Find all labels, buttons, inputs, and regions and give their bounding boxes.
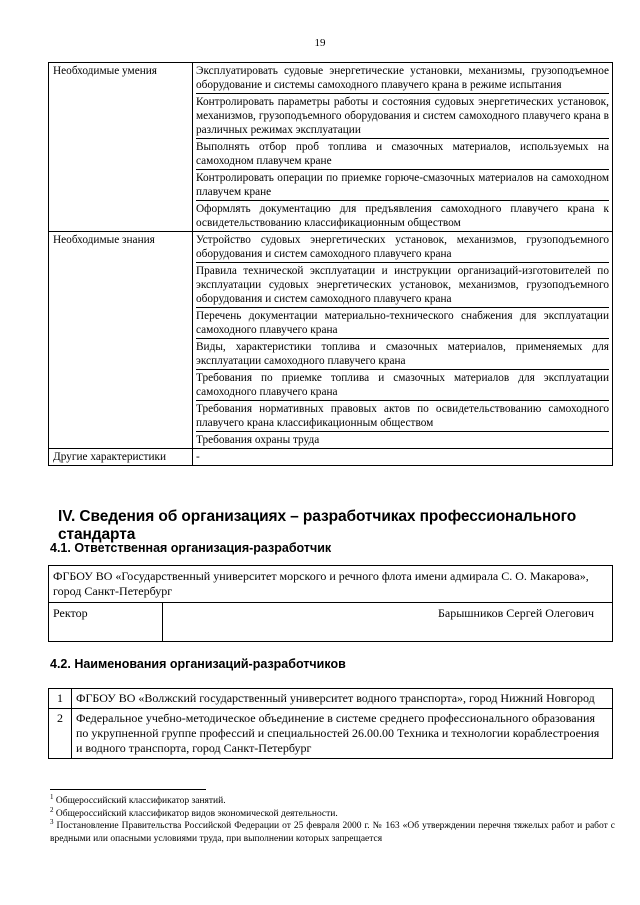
developer-name: ФГБОУ ВО «Волжский государственный университет водного транспорта», город Нижний Новгород xyxy=(72,689,613,709)
other-value: - xyxy=(193,449,613,466)
page-number: 19 xyxy=(314,37,326,49)
subsection-4-1-heading: 4.1. Ответственная организация-разработчик xyxy=(50,541,332,555)
developer-name: Федеральное учебно-методическое объединение в системе среднего профессионального образования по укрупненной группе профессий и специальностей 26.00.00 Техника и технологии кораблестроения и водного транспорта, город Санкт-Петербург xyxy=(72,709,613,759)
responsible-org-table xyxy=(48,565,613,642)
knowledge-label: Необходимые знания xyxy=(49,232,193,449)
knowledge-item: Требования нормативных правовых актов по освидетельствованию самоходного плавучего крана классификационным обществом xyxy=(196,400,609,431)
footnote-mark: 1 xyxy=(50,792,54,801)
footnote xyxy=(50,792,615,808)
other-row xyxy=(49,449,613,466)
skill-item: Контролировать параметры работы и состояния судовых энергетических установок, механизмов, грузоподъемного оборудования и систем самоходного плавучего крана в различных режимах эксплуатации xyxy=(196,93,609,138)
knowledge-item: Требования охраны труда xyxy=(196,431,609,448)
knowledge-item: Перечень документации материально-технического снабжения для эксплуатации самоходного плавучего крана xyxy=(196,307,609,338)
skill-item: Выполнять отбор проб топлива и смазочных материалов, используемых на самоходном плавучем кране xyxy=(196,138,609,169)
section-iv-heading: IV. Сведения об организациях – разработчиках профессионального стандарта xyxy=(58,508,577,543)
requirements-table xyxy=(48,62,613,466)
rector-name: Барышников Сергей Олегович xyxy=(162,603,612,642)
developer-number: 2 xyxy=(49,709,72,759)
footnote-text: Общероссийский классификатор занятий. xyxy=(55,796,226,806)
developer-row xyxy=(49,709,613,759)
knowledge-item: Требования по приемке топлива и смазочных материалов для эксплуатации самоходного плавучего крана xyxy=(196,369,609,400)
developer-row xyxy=(49,689,613,709)
knowledge-cell xyxy=(193,232,613,449)
knowledge-item: Устройство судовых энергетических установок, механизмов, грузоподъемного оборудования и систем самоходного плавучего крана xyxy=(196,234,609,260)
subsection-4-2-heading: 4.2. Наименования организаций-разработчиков xyxy=(50,657,346,671)
skill-item: Оформлять документацию для предъявления самоходного плавучего крана к освидетельствованию классификационным обществом xyxy=(196,200,609,231)
responsible-org-name: ФГБОУ ВО «Государственный университет морского и речного флота имени адмирала С. О. Макарова», город Санкт-Петербург xyxy=(49,566,613,603)
rector-title: Ректор xyxy=(49,603,163,642)
skills-label: Необходимые умения xyxy=(49,63,193,232)
footnote xyxy=(50,805,615,821)
footnote-divider xyxy=(50,789,206,790)
skill-item: Контролировать операции по приемке горюче-смазочных материалов на самоходном плавучем кране xyxy=(196,169,609,200)
footnote-text: Постановление Правительства Российской Федерации от 25 февраля 2000 г. № 163 «Об утверждении перечня тяжелых работ и работ с вредными или опасными условиями труда, при выполнении которых запрещается xyxy=(50,821,615,844)
knowledge-item: Виды, характеристики топлива и смазочных материалов, применяемых для эксплуатации самоходного плавучего крана xyxy=(196,338,609,369)
footnotes xyxy=(50,792,615,845)
skills-cell xyxy=(193,63,613,232)
developer-number: 1 xyxy=(49,689,72,709)
developers-table xyxy=(48,688,613,759)
footnote-text: Общероссийский классификатор видов экономической деятельности. xyxy=(55,808,338,819)
knowledge-row xyxy=(49,232,613,449)
footnote xyxy=(50,817,615,845)
knowledge-item: Правила технической эксплуатации и инструкции организаций-изготовителей по эксплуатации судовых энергетических установок, механизмов, грузоподъемного оборудования и систем самоходного плавучего крана xyxy=(196,262,609,307)
skill-item: Эксплуатировать судовые энергетические установки, механизмы, грузоподъемное оборудование и системы самоходного плавучего крана в режиме испытания xyxy=(196,65,609,91)
footnote-mark: 2 xyxy=(50,805,54,814)
skills-row xyxy=(49,63,613,232)
other-label: Другие характеристики xyxy=(49,449,193,466)
footnote-mark: 3 xyxy=(50,817,54,826)
